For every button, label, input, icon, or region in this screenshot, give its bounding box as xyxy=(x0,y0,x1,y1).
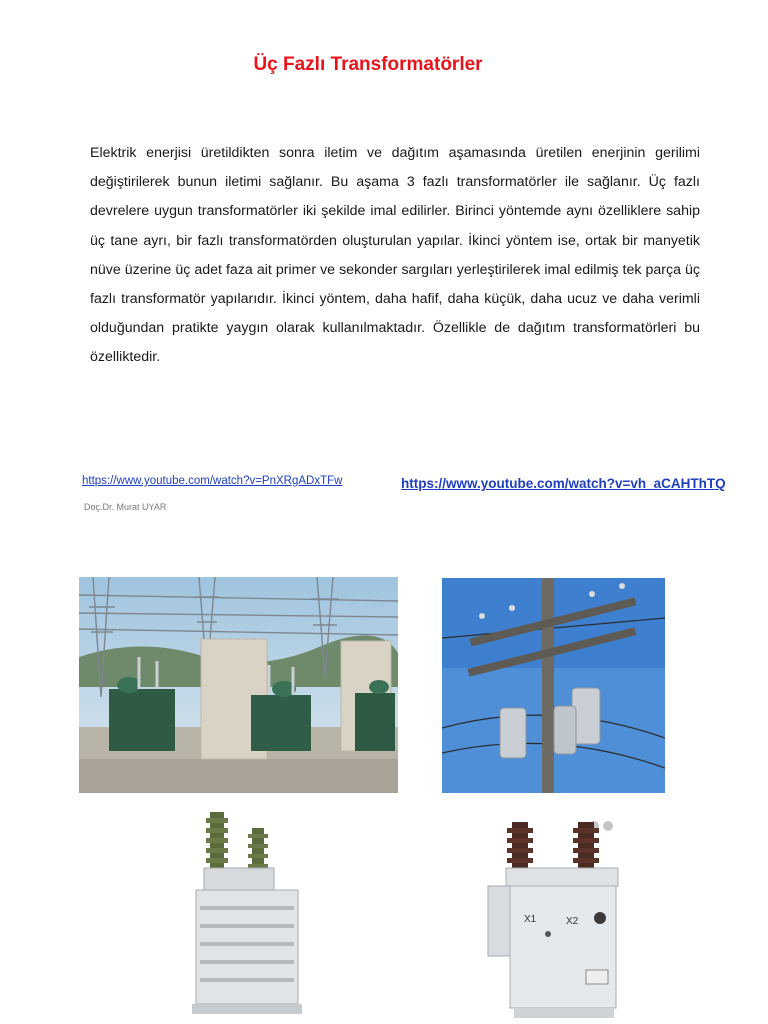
pole-mounted-transformers-icon xyxy=(442,578,665,793)
page-title: Üç Fazlı Transformatörler xyxy=(253,54,483,75)
pole-transformer-unit-photo xyxy=(474,810,644,1022)
label-x2: X2 xyxy=(566,916,579,927)
body-paragraph: Elektrik enerjisi üretildikten sonra iletim ve dağıtım aşamasında üretilen enerjinin gerilimi değiştirilerek bunun iletimi sağlanır. Bu aşama 3 fazlı transformatörler ile sağlanır. Üç fazlı devrelere uygun transformatörler iki şekilde imal edilirler. Birinci yöntemde aynı özelliklere sahip üç tane ayrı, bir fazlı transformatörden oluşturulan yapılar. İkinci yöntem ise, ortak bir manyetik nüve üzerine üç adet faza ait primer ve sekonder sargıları yerleştirilerek imal edilmiş tek parça üç fazlı transformatör yapılarıdır. İkinci yöntem, daha hafif, daha küçük, daha ucuz ve daha verimli olduğundan pratikte yaygın olarak kullanılmaktadır. Özellikle de dağıtım transformatörleri bu özelliktedir. xyxy=(90,145,700,366)
pole-transformer-unit-icon xyxy=(474,810,644,1022)
youtube-link-right[interactable]: https://www.youtube.com/watch?v=vh_aCAHThTQ xyxy=(401,476,726,491)
author-credit: Doç.Dr. Murat UYAR xyxy=(84,502,167,512)
label-x1: X1 xyxy=(524,914,537,925)
three-phase-transformer-photo xyxy=(182,808,322,1022)
youtube-link-left[interactable]: https://www.youtube.com/watch?v=PnXRgADxTFw xyxy=(82,475,343,487)
three-phase-transformer-icon xyxy=(182,808,322,1022)
substation-photo xyxy=(79,577,398,793)
pole-photo xyxy=(442,578,665,793)
substation-transformers-icon xyxy=(79,577,398,793)
